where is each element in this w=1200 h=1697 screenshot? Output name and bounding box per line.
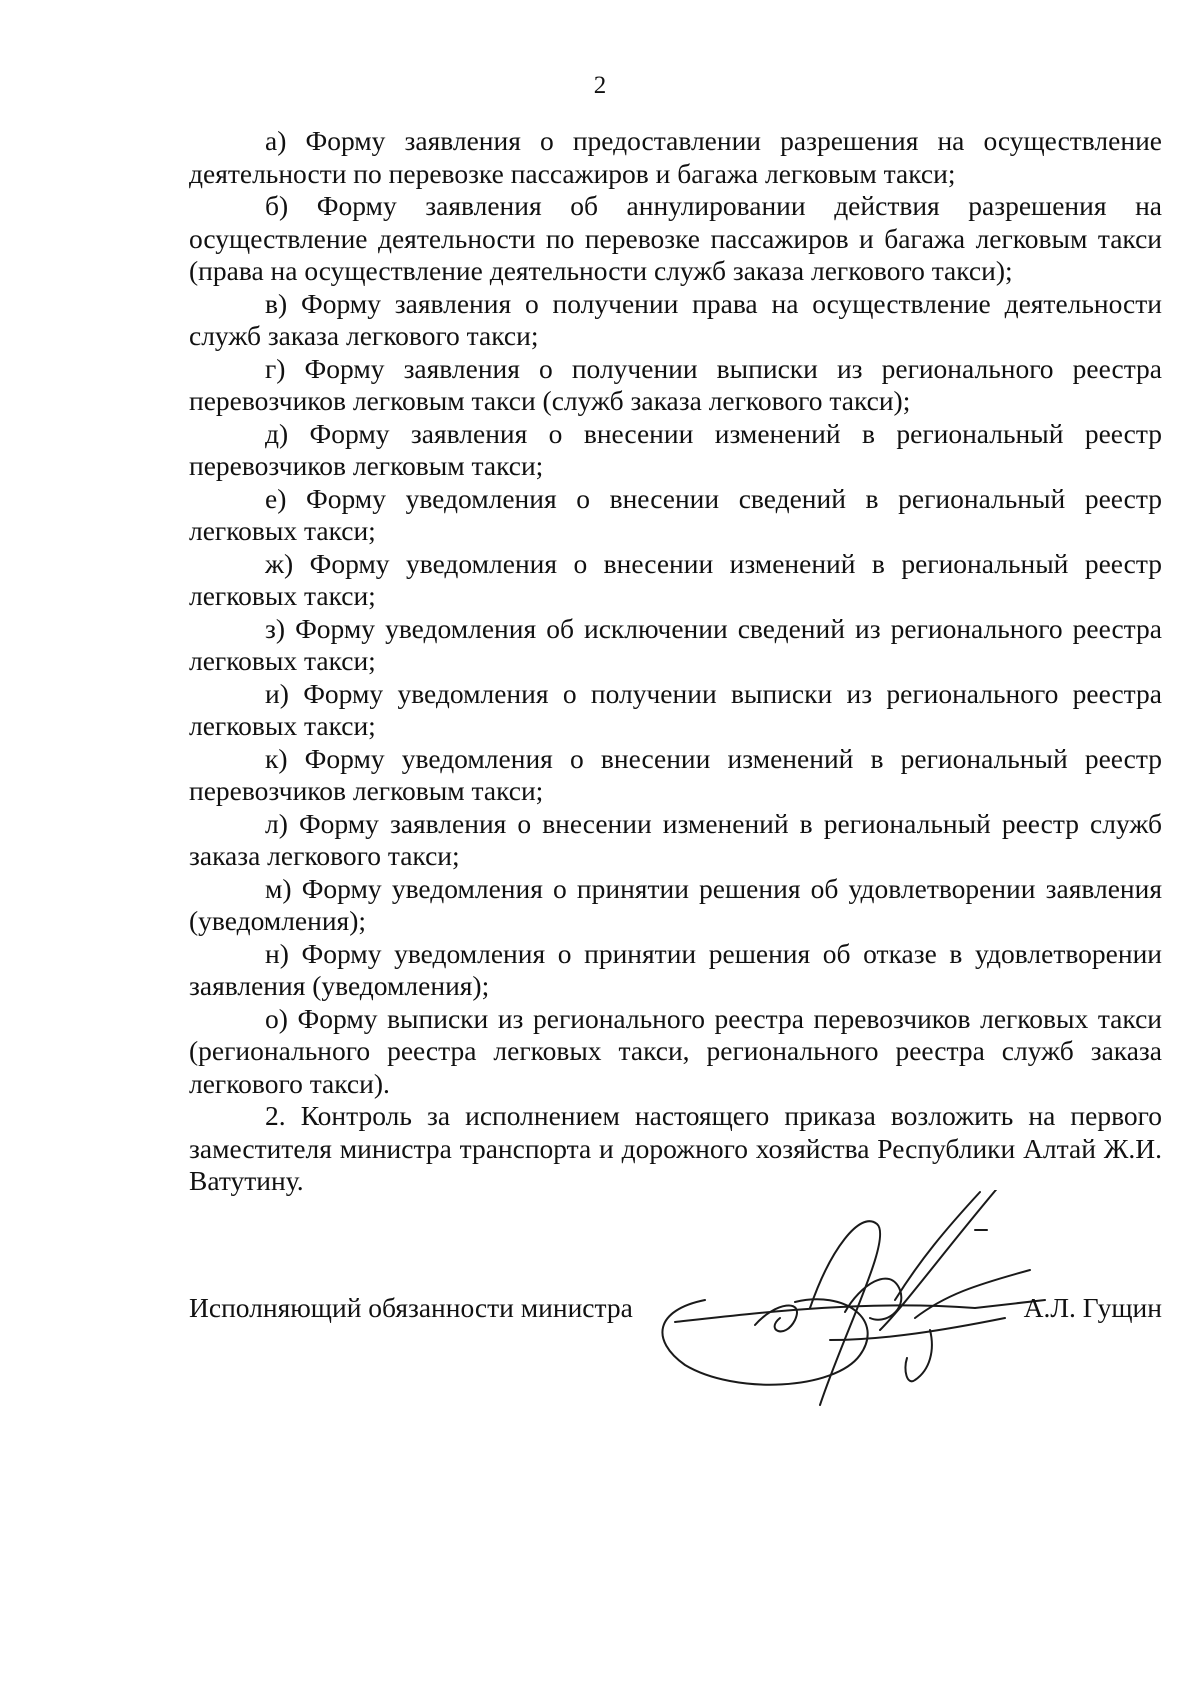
signature-block: [189, 1292, 1162, 1332]
list-item-e: е) Форму уведомления о внесении сведений в региональный реестр легковых такси;: [189, 482, 1162, 546]
list-item-b: б) Форму заявления об аннулировании действия разрешения на осуществление деятельности по перевозке пассажиров и багажа легковым такси (права на осуществление деятельности служб заказа легкового такси);: [189, 190, 1162, 286]
list-item-o: о) Форму выписки из регионального реестра перевозчиков легковых такси (регионального реестра легковых такси, регионального реестра служб заказа легкового такси).: [189, 1002, 1162, 1099]
list-item-z: з) Форму уведомления об исключении сведений из регионального реестра легковых такси;: [189, 612, 1162, 676]
list-item-d: д) Форму заявления о внесении изменений в региональный реестр перевозчиков легковым такси;: [189, 417, 1162, 481]
list-item-a: а) Форму заявления о предоставлении разрешения на осуществление деятельности по перевозке пассажиров и багажа легковым такси;: [189, 125, 1162, 189]
list-item-n: н) Форму уведомления о принятии решения об отказе в удовлетворении заявления (уведомления);: [189, 937, 1162, 1001]
signer-position: Исполняющий обязанности министра: [189, 1292, 633, 1323]
page-number: 2: [593, 72, 607, 99]
list-item-g: г) Форму заявления о получении выписки из регионального реестра перевозчиков легковым такси (служб заказа легкового такси);: [189, 352, 1162, 416]
list-item-m: м) Форму уведомления о принятии решения об удовлетворении заявления (уведомления);: [189, 872, 1162, 936]
list-item-v: в) Форму заявления о получении права на осуществление деятельности служб заказа легкового такси;: [189, 287, 1162, 351]
document-body: [189, 125, 1162, 1198]
list-item-i: и) Форму уведомления о получении выписки из регионального реестра легковых такси;: [189, 677, 1162, 741]
signer-name: А.Л. Гущин: [1023, 1292, 1162, 1323]
list-item-l: л) Форму заявления о внесении изменений в региональный реестр служб заказа легкового такси;: [189, 807, 1162, 871]
control-clause: 2. Контроль за исполнением настоящего приказа возложить на первого заместителя министра транспорта и дорожного хозяйства Республики Алтай Ж.И. Ватутину.: [189, 1100, 1162, 1196]
list-item-k: к) Форму уведомления о внесении изменений в региональный реестр перевозчиков легковым такси;: [189, 742, 1162, 806]
list-item-zh: ж) Форму уведомления о внесении изменений в региональный реестр легковых такси;: [189, 547, 1162, 611]
